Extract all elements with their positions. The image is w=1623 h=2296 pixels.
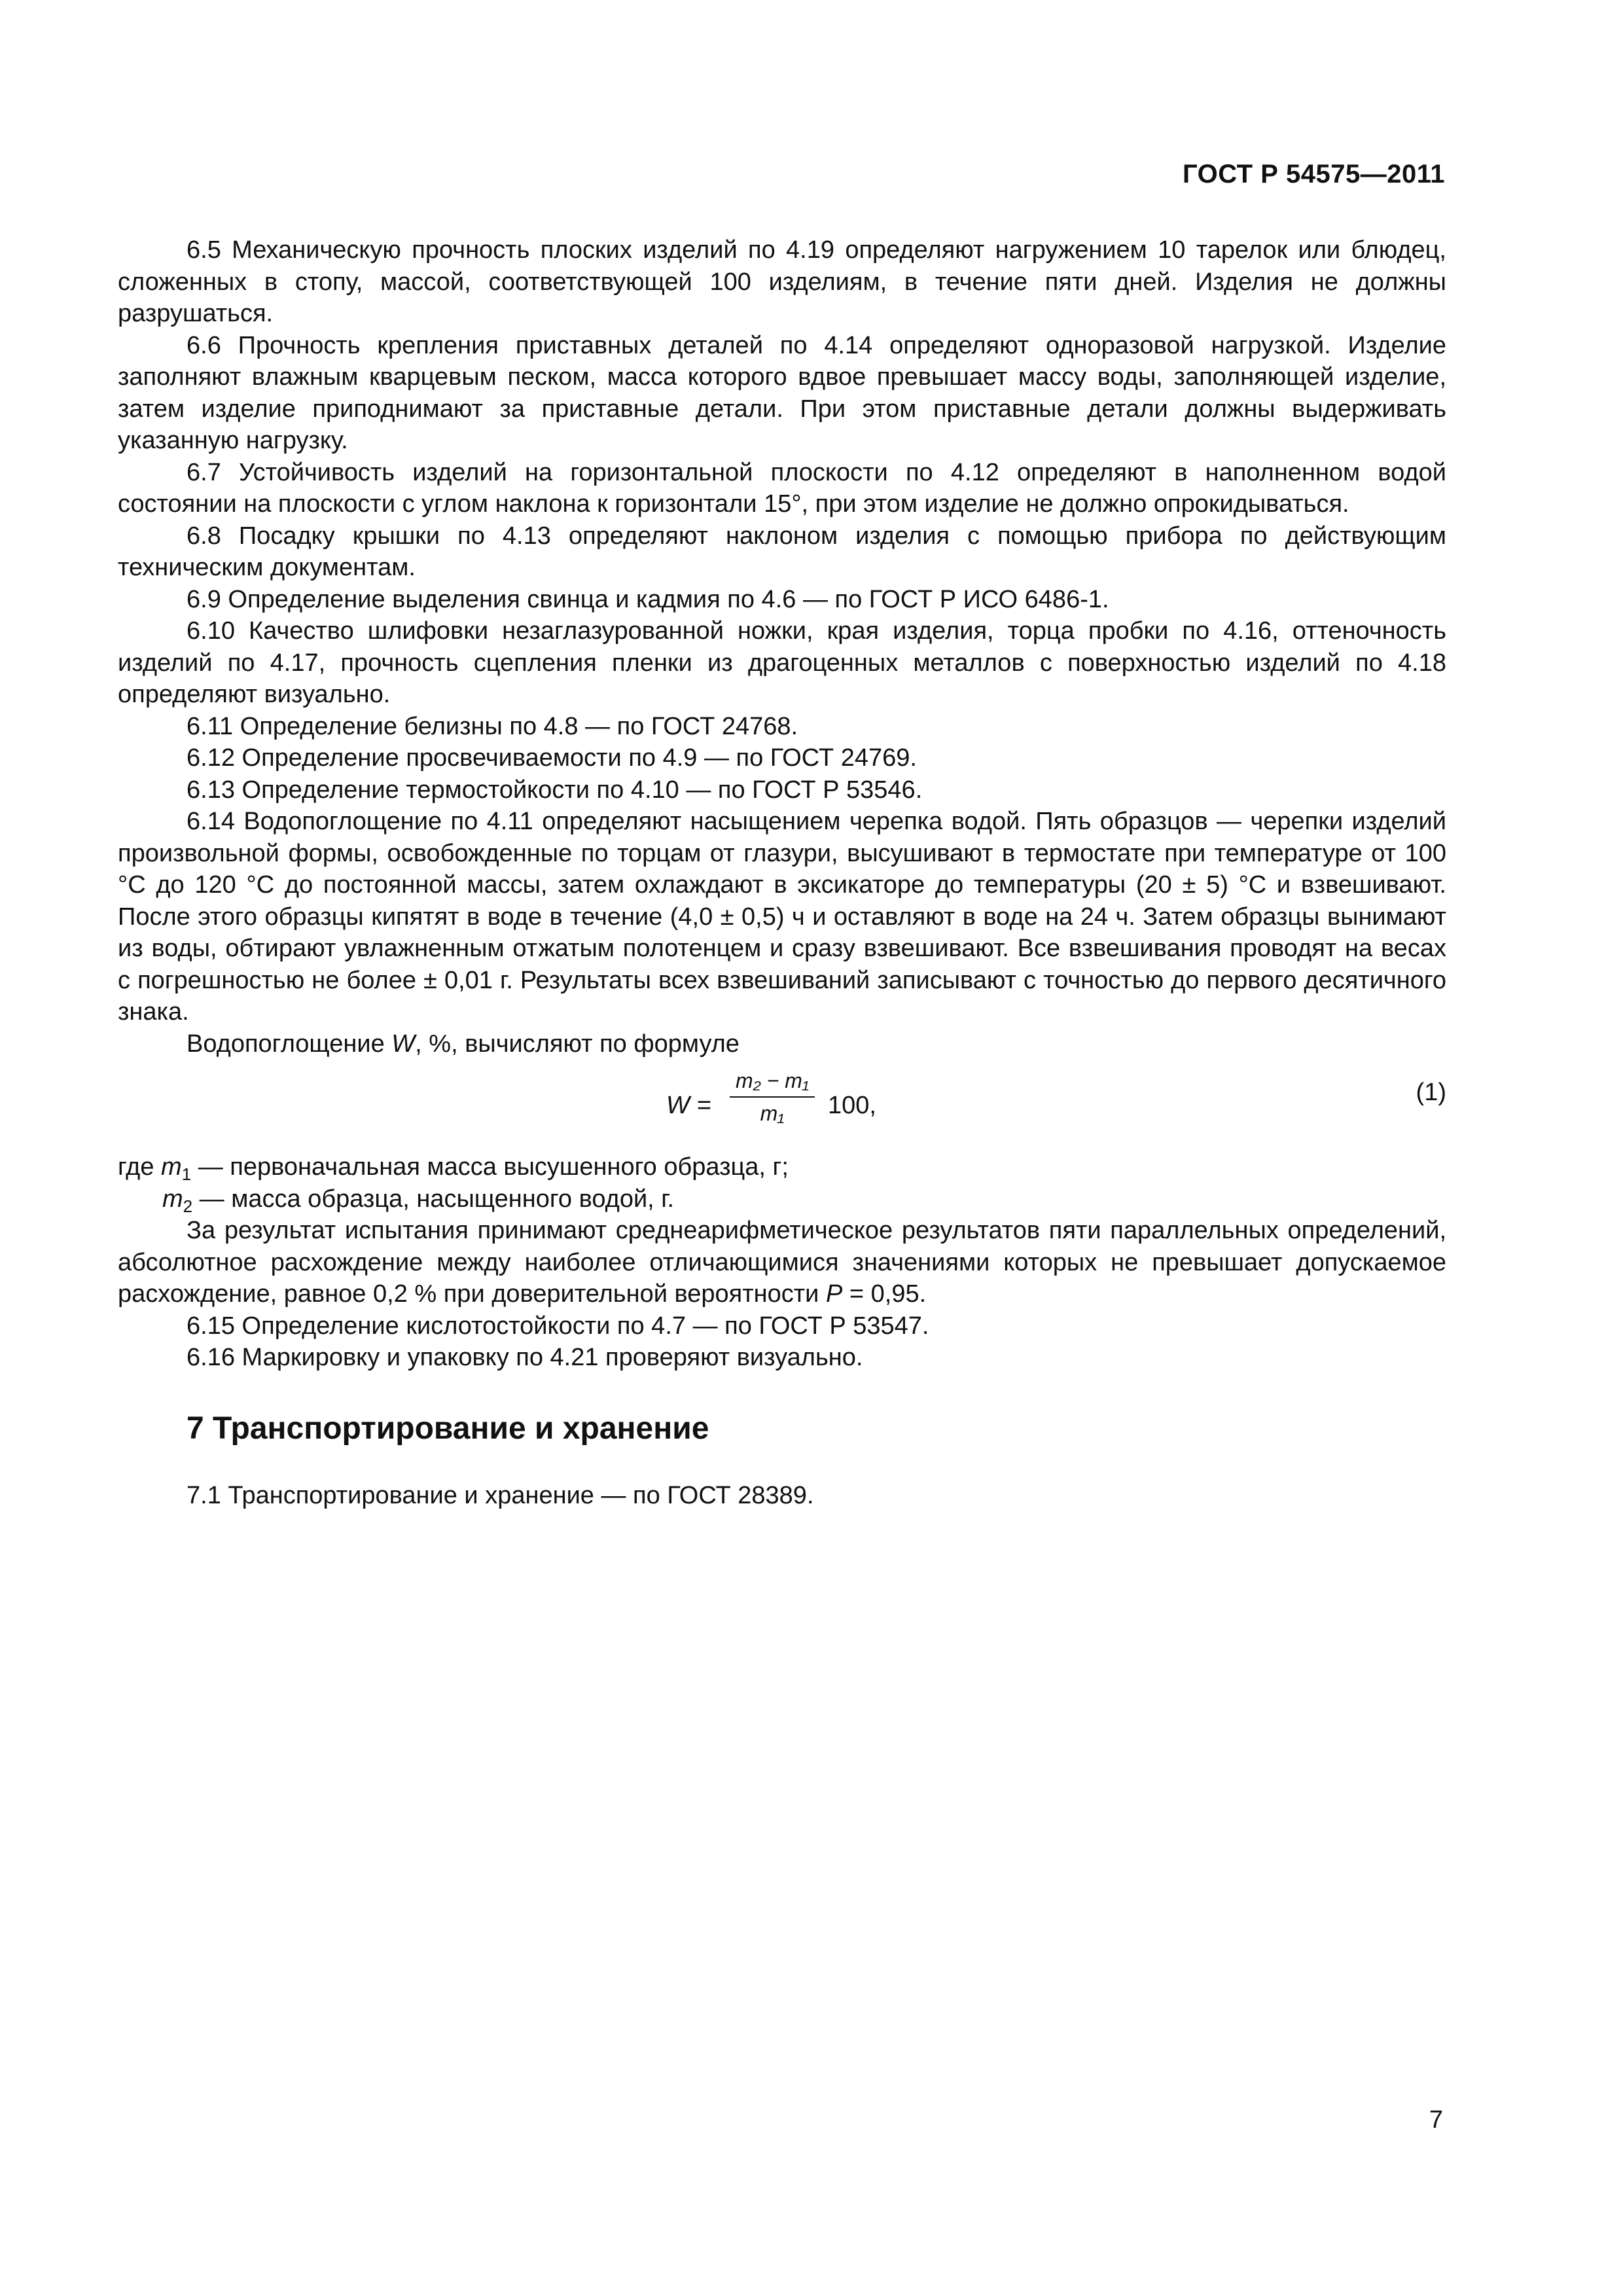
paragraph-6-6: 6.6 Прочность крепления приставных деталей по 4.14 определяют одноразовой нагрузкой. Изделие заполняют влажным кварцевым песком, масса которого вдвое превышает массу воды, заполняющей изделие, затем изделие приподнимают за приставные детали. При этом приставные детали должны выдерживать указанную нагрузку. [118,331,1446,454]
where-line-2 [118,1183,1446,1215]
formula-multiplier: 100, [828,1092,876,1119]
where-line-1 [118,1151,1446,1183]
formula-1 [118,1065,1446,1145]
where-var-m2: m [162,1185,183,1213]
paragraph-6-16: 6.16 Маркировку и упаковку по 4.21 проверяют визуально. [187,1344,863,1371]
formula-intro-text-a: Водопоглощение [187,1030,392,1058]
result-text-a: За результат испытания принимают среднеарифметическое результатов пяти параллельных определений, абсолютное расхождение между наиболее отличающимися значениями которых не превышает допускаемое расхождение, равное 0,2 % при доверительной вероятности [118,1217,1446,1308]
paragraph-6-13: 6.13 Определение термостойкости по 4.10 — по ГОСТ Р 53546. [187,776,923,804]
formula-lhs: W = [666,1092,711,1119]
section-7-title: 7 Транспортирование и хранение [187,1410,709,1446]
formula-intro [118,1028,1446,1060]
paragraph-result [118,1215,1446,1310]
paragraph-7-1: 7.1 Транспортирование и хранение — по ГОСТ 28389. [187,1482,814,1509]
formula-intro-variable: W [391,1030,416,1058]
formula-denominator: m₁ [760,1102,785,1125]
formula-fraction [730,1067,815,1126]
where-lead: где [118,1153,162,1181]
where-def-1: — первоначальная масса высушенного образца, г; [191,1153,789,1181]
result-variable-p: Р [825,1280,843,1308]
where-sub-2: 2 [183,1196,193,1216]
where-sub-1: 1 [181,1164,192,1184]
paragraph-6-10: 6.10 Качество шлифовки незаглазурованной ножки, края изделия, торца пробки по 4.16, оттеночность изделий по 4.17, прочность сцепления пленки из драгоценных металлов с поверхностью изделий по 4.18 определяют визуально. [118,617,1446,708]
fraction-bar [730,1096,815,1098]
paragraph-6-15: 6.15 Определение кислотостойкости по 4.7 — по ГОСТ Р 53547. [187,1312,929,1340]
document-code-header: ГОСТ Р 54575—2011 [1183,160,1445,188]
page-number: 7 [1429,2106,1443,2134]
where-var-m1: m [161,1153,182,1181]
paragraph-6-12: 6.12 Определение просвечиваемости по 4.9 — по ГОСТ 24769. [187,744,917,772]
result-text-b: = 0,95. [842,1280,927,1308]
paragraph-6-14: 6.14 Водопоглощение по 4.11 определяют насыщением черепка водой. Пять образцов — черепки изделий произвольной формы, освобожденные по торцам от глазури, высушивают в термостате при температуре от 100 °С до 120 °С до постоянной массы, затем охлаждают в эксикаторе до температуры (20 ± 5) °С и взвешивают. После этого образцы кипятят в воде в течение (4,0 ± 0,5) ч и оставляют в воде на 24 ч. Затем образцы вынимают из воды, обтирают увлажненным отжатым полотенцем и сразу взвешивают. Все взвешивания проводят на весах с погрешностью не более ± 0,01 г. Результаты всех взвешиваний записывают с точностью до первого десятичного знака. [118,808,1446,1026]
formula-number: (1) [1416,1079,1446,1106]
paragraph-6-5: 6.5 Механическую прочность плоских изделий по 4.19 определяют нагружением 10 тарелок или блюдец, сложенных в стопу, массой, соответствующей 100 изделиям, в течение пяти дней. Изделия не должны разрушаться. [118,236,1446,327]
formula-intro-text-b: , %, вычисляют по формуле [415,1030,740,1058]
where-def-2: — масса образца, насыщенного водой, г. [192,1185,675,1213]
paragraph-6-9: 6.9 Определение выделения свинца и кадмия по 4.6 — по ГОСТ Р ИСО 6486-1. [187,585,1109,613]
formula-numerator: m₂ − m₁ [735,1069,810,1092]
paragraph-6-11: 6.11 Определение белизны по 4.8 — по ГОСТ 24768. [187,712,798,740]
paragraph-6-7: 6.7 Устойчивость изделий на горизонтальной плоскости по 4.12 определяют в наполненном водой состоянии на плоскости с углом наклона к горизонтали 15°, при этом изделие не должно опрокидываться. [118,458,1446,518]
document-body [118,234,1446,1512]
paragraph-6-8: 6.8 Посадку крышки по 4.13 определяют наклоном изделия с помощью прибора по действующим техническим документам. [118,522,1446,581]
